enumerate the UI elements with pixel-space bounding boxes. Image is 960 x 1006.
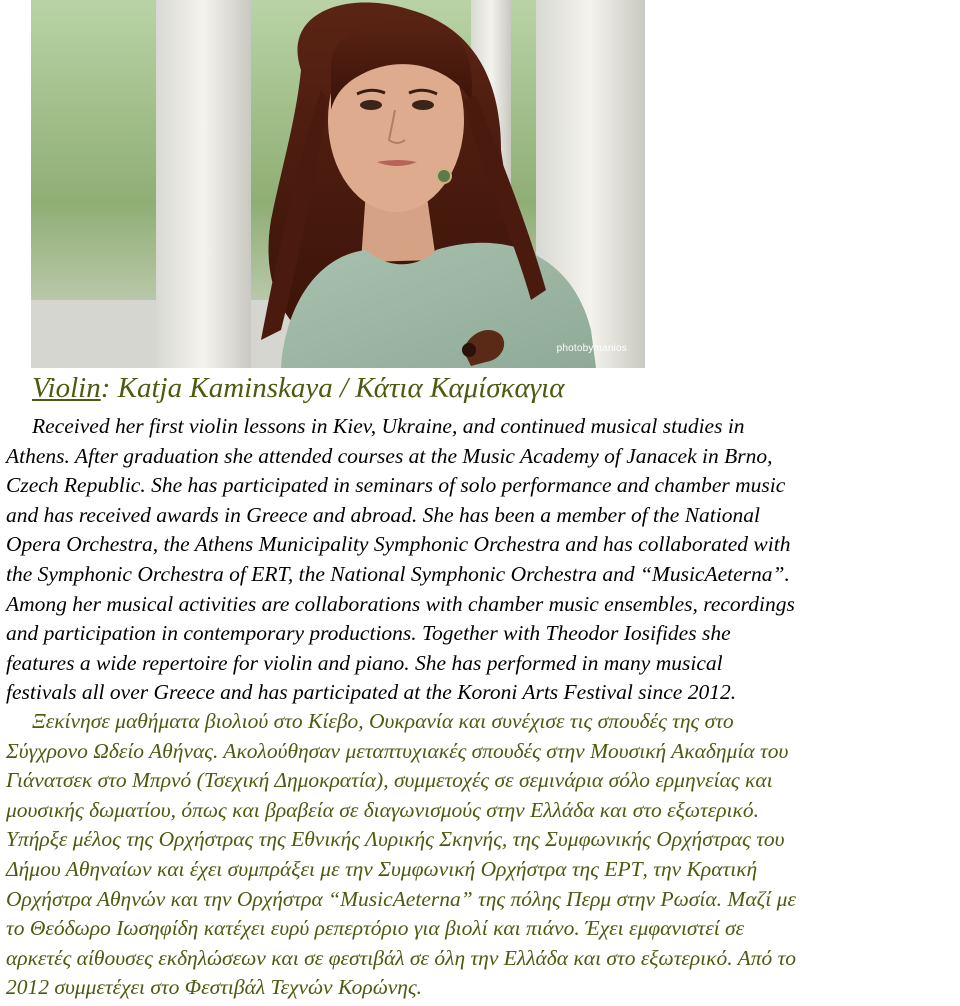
bio-en-line: Czech Republic. She has participated in seminars of solo performance and chamber music [6, 473, 786, 498]
biography-greek [6, 707, 958, 1003]
bio-en-line: Opera Orchestra, the Athens Municipality Symphonic Orchestra and has collaborated with [6, 532, 791, 557]
musician-name: Katja Kaminskaya / Κάτια Καμίσκαγια [110, 372, 565, 404]
portrait-illustration [31, 0, 645, 368]
bio-en-line: and participation in contemporary productions. Together with Theodor Iosifides she [6, 621, 731, 646]
bio-title [32, 372, 564, 405]
photo-credit: photobymanios [556, 343, 627, 354]
bio-el-line: Ξεκίνησε μαθήματα βιολιού στο Κίεβο, Ουκρανία και συνέχισε τις σπουδές της στο [32, 709, 734, 733]
bio-el-line: Ορχήστρα Αθηνών και την Ορχήστρα “MusicAeterna” της πόλης Περμ στην Ρωσία. Μαζί με [6, 886, 796, 911]
bio-el-line: αρκετές αίθουσες εκδηλώσεων και σε φεστιβάλ σε όλη την Ελλάδα και στο εξωτερικό. Από το [6, 945, 797, 970]
bio-en-line: features a wide repertoire for violin and piano. She has performed in many musical [6, 650, 723, 675]
biography-english [6, 412, 958, 708]
bio-el-line: Δήμου Αθηναίων και έχει συμπράξει με την Συμφωνική Ορχήστρα της ΕΡΤ, την Κρατική [6, 856, 758, 881]
title-separator: : [100, 372, 111, 404]
bio-en-line: the Symphonic Orchestra of ERT, the National Symphonic Orchestra and “MusicAeterna”. [6, 561, 790, 586]
bio-el-line: μουσικής δωματίου, όπως και βραβεία σε διαγωνισμούς στην Ελλάδα και στο εξωτερικό. [6, 797, 759, 822]
bio-en-line: Athens. After graduation she attended courses at the Music Academy of Janacek in Brno, [6, 443, 773, 468]
bio-el-line: 2012 συμμετέχει στο Φεστιβάλ Τεχνών Κορώνης. [6, 975, 423, 1000]
instrument-link[interactable]: Violin [32, 372, 101, 404]
bio-el-line: Γιάνατσεκ στο Μπρνό (Τσεχική Δημοκρατία), συμμετοχές σε σεμινάρια σόλο ερμηνείας και [6, 768, 773, 793]
bio-en-line: festivals all over Greece and has participated at the Koroni Arts Festival since 2012. [6, 680, 737, 705]
bio-el-line: Υπήρξε μέλος της Ορχήστρας της Εθνικής Λυρικής Σκηνής, της Συμφωνικής Ορχήστρας του [6, 827, 785, 852]
portrait-photo [31, 0, 645, 368]
bio-en-line: Among her musical activities are collaborations with chamber music ensembles, recordings [6, 591, 795, 616]
bio-el-line: Σύγχρονο Ωδείο Αθήνας. Ακολούθησαν μεταπτυχιακές σπουδές στην Μουσική Ακαδημία του [6, 738, 789, 763]
bio-en-line: Received her first violin lessons in Kiev, Ukraine, and continued musical studies in [32, 414, 745, 438]
bio-en-line: and has received awards in Greece and abroad. She has been a member of the National [6, 502, 760, 527]
bio-el-line: το Θεόδωρο Ιωσηφίδη κατέχει ευρύ ρεπερτόριο για βιολί και πιάνο. Έχει εμφανιστεί σε [6, 916, 745, 941]
